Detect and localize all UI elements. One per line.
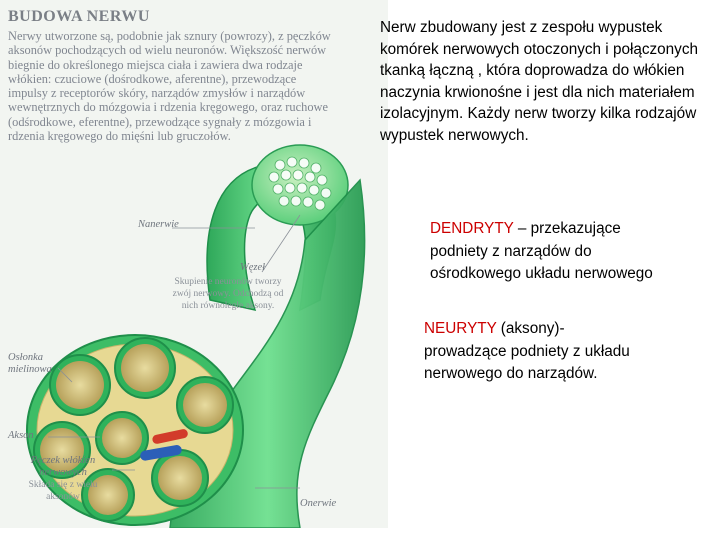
label-peczek: Pęczek włókien nerwowych Składa się z wielu aksonów bbox=[28, 455, 98, 502]
neuryty-definition bbox=[424, 318, 644, 386]
label-akson: Akson bbox=[8, 430, 34, 441]
figure-title: BUDOWA NERWU bbox=[8, 8, 150, 25]
neuryty-text: (aksony)- prowadzące podniety z układu nerwowego do narządów. bbox=[424, 320, 630, 382]
label-oslonka-mielinowa: Osłonka mielinowa bbox=[8, 352, 52, 375]
dendryty-definition bbox=[430, 218, 680, 286]
label-wezel-description: Skupienie neuronów tworzy zwój nerwowy. Odchodzą od nich równolegle aksony. bbox=[172, 277, 284, 311]
dendryty-text: – przekazujące podniety z narządów do ośrodkowego układu nerwowego bbox=[430, 220, 653, 282]
label-onerwie: Onerwie bbox=[300, 498, 337, 509]
neuryty-term: NEURYTY bbox=[424, 320, 497, 337]
nerve-description: Nerw zbudowany jest z zespołu wypustek komórek nerwowych otoczonych i połączonych tkanką łączną , która doprowadza do włókien naczynia krwionośne i jest dla nich materiałem izolacyjnym. Każdy nerw tworzy kilka rodzajów wypustek nerwowych. bbox=[380, 19, 698, 144]
label-wezel: Węzeł bbox=[240, 262, 266, 273]
label-nanerwie: Nanerwie bbox=[138, 219, 179, 230]
figure-description: Nerwy utworzone są, podobnie jak sznury (powrozy), z pęczków aksonów pochodzących od wielu neuronów. Większość nerwów biegnie do określonego miejsca ciała i zawiera dwa rodzaje włókien: czuciowe (dośrodkowe, aferentne), przewodzące impulsy z receptorów skóry, narządów zmysłów i narządów wewnętrznych do mózgowia i rdzenia kręgowego, oraz ruchowe (odśrodkowe, eferentne), przewodzące sygnały z mózgowia i rdzenia kręgowego do mięśni lub gruczołów. bbox=[8, 29, 331, 144]
dendryty-term: DENDRYTY bbox=[430, 220, 514, 237]
